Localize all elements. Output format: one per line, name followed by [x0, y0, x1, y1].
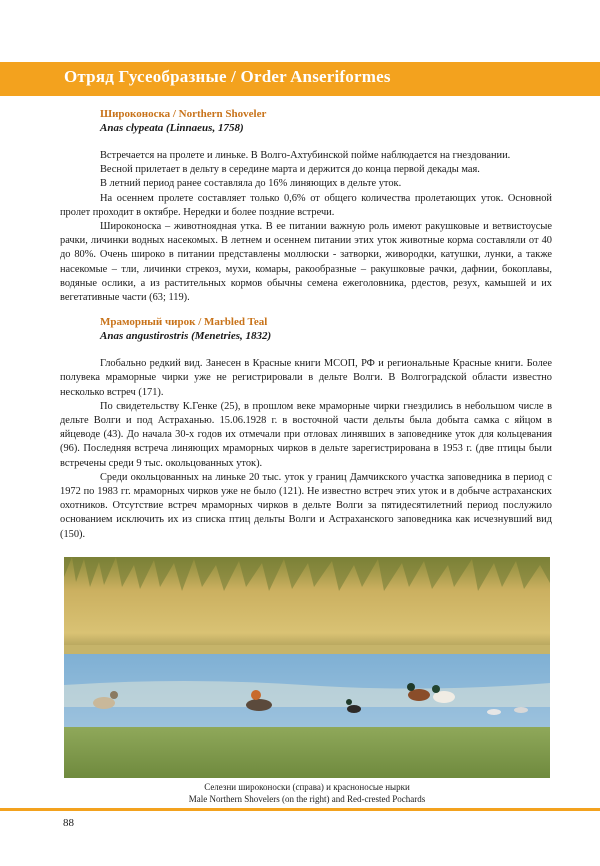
species-title-shoveler: Широконоска / Northern Shoveler: [100, 108, 267, 120]
photo-caption: [64, 781, 550, 805]
species-latin-shoveler: Anas clypeata (Linnaeus, 1758): [100, 122, 244, 134]
paragraph: В летний период ранее составляла до 16% линяющих в дельте уток.: [100, 178, 402, 190]
caption-english: Male Northern Shovelers (on the right) and Red-crested Pochards: [188, 794, 426, 804]
footer-divider: [0, 808, 600, 811]
page-title: Отряд Гусеобразные / Order Anseriformes: [64, 67, 391, 86]
photo-ducks: [64, 557, 550, 778]
paragraph: Весной прилетает в дельту в середине марта и держится до конца первой декады мая.: [100, 164, 480, 176]
paragraph: На осеннем пролете составляет только 0,6% от общего количества пролетающих уток. Основной пролет проходит в октябре. Нередки и более поздние встречи.: [60, 192, 552, 218]
paragraph: По свидетельству К.Генке (25), в прошлом веке мраморные чирки гнездились в небольшом числе в дельте Волги и под Астраханью. 15.06.1928 г. в восточной части дельты была добыта самка с яйцом в яйцеводе (43). До начала 30-х годов их отмечали при отловах линявших в заповеднике уток для кольцевания (96). Последняя встреча линяющих мраморных чирков в дельте зарегистрирована в 1953 г. (две птицы были встречены среди 9 тыс. окольцованных уток).: [60, 400, 552, 469]
photo-illustration: [64, 557, 550, 778]
species-title-marbled-teal: Мраморный чирок / Marbled Teal: [100, 316, 268, 329]
paragraph: Среди окольцованных на линьке 20 тыс. уток у границ Дамчикского участка заповедника в период с 1972 по 1983 гг. мраморных чирков уже не было (121). Не известно встреч этих уток и в добыче астраханских охотников. Отсутствие встреч мраморных чирков в дельте Волги за пятидесятилетний период послужило основанием исключить их из списка птиц дельты Волги и Астраханского заповедника как исчезнувший вид (150).: [60, 471, 552, 540]
species-latin-marbled-teal: Anas angustirostris (Menetries, 1832): [100, 330, 272, 343]
page-number: 88: [63, 817, 74, 829]
section-marbled-teal: [60, 315, 552, 542]
paragraph: Глобально редкий вид. Занесен в Красные книги МСОП, РФ и региональные Красные книги. Более полувека мраморные чирки уже не регистрировали в дельте Волги. В Волгоградской области известно несколько встреч (171).: [60, 358, 552, 398]
paragraph: Широконоска – животноядная утка. В ее питании важную роль имеют ракушковые и ветвистоусые рачки, личинки водных насекомых. В летнем и осеннем питании этих уток животные корма составляли от 40 до 80%. Очень широко в питании представлены моллюски - затворки, живородки, катушки, лунки, а также насекомые – тли, личинки стрекоз, мухи, комары, ракообразные – ракушковые рачки, дафнии, бокоплавы, водяные ослики, а из растительных кормов обычны семена ежеголовника, рдестов, резух, камышей и их вегетативные части (63; 119).: [60, 221, 552, 304]
caption-russian: Селезни широконоски (справа) и красноносые нырки: [204, 782, 410, 792]
paragraph: Встречается на пролете и линьке. В Волго-Ахтубинской пойме наблюдается на гнездовании.: [100, 150, 511, 161]
text-content: [60, 107, 552, 542]
